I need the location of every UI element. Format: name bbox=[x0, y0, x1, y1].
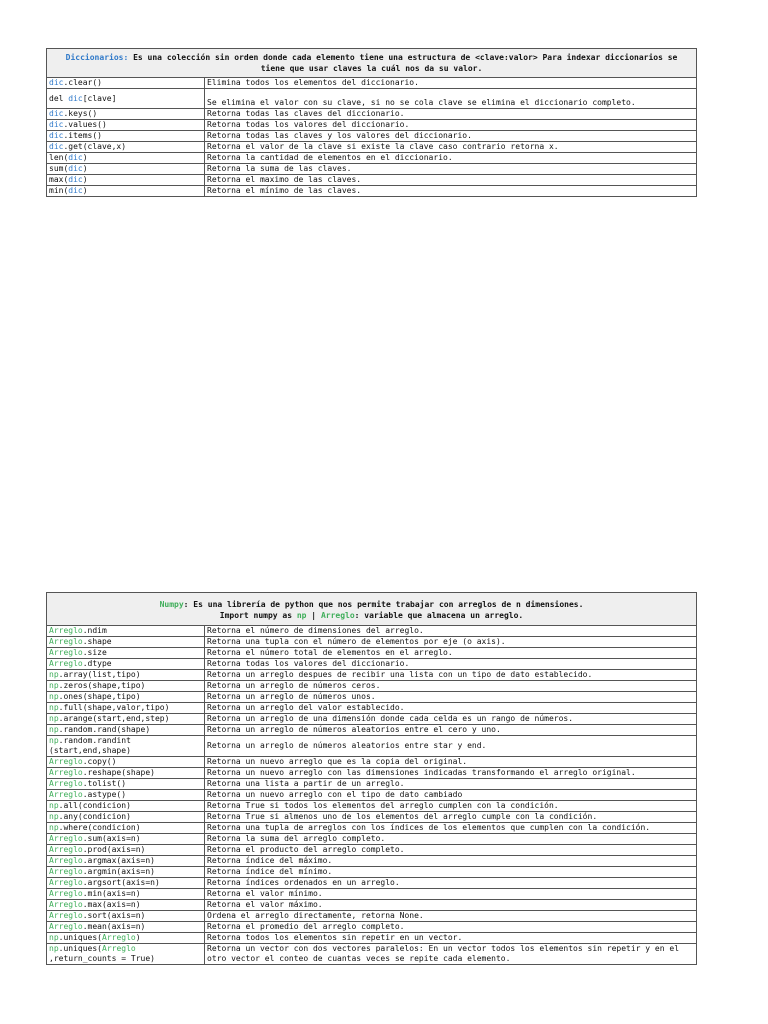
diccionarios-table bbox=[46, 48, 697, 197]
header-text: Es una colección sin orden donde cada elemento tiene una estructura de <clave:valor> Para indexar diccionarios se tiene que usar claves la cuál nos da su valor. bbox=[128, 53, 678, 73]
method-description: Ordena el arreglo directamente, retorna None. bbox=[207, 911, 424, 920]
method-description: Retorna todas los valores del diccionario. bbox=[207, 659, 410, 668]
method-name: .uniques( bbox=[58, 933, 102, 942]
description-cell bbox=[205, 944, 697, 965]
method-name: .zeros(shape,tipo) bbox=[58, 681, 146, 690]
table-row bbox=[47, 911, 697, 922]
method-prefix: len( bbox=[49, 153, 69, 162]
method-name: .array(list,tipo) bbox=[58, 670, 141, 679]
method-name: .sort(axis=n) bbox=[82, 911, 146, 920]
table-row bbox=[47, 944, 697, 965]
description-cell bbox=[205, 922, 697, 933]
method-description: Retorna un arreglo de números aleatorios entre el cero y uno. bbox=[207, 725, 501, 734]
method-description: Retorna un nuevo arreglo con el tipo de dato cambiado bbox=[207, 790, 463, 799]
method-object: Arreglo bbox=[49, 911, 83, 920]
method-description: Retorna el valor de la clave si existe la clave caso contrario retorna x. bbox=[207, 142, 559, 151]
method-suffix: ) bbox=[135, 933, 141, 942]
table-row bbox=[47, 823, 697, 834]
method-argument: Arreglo bbox=[102, 933, 136, 942]
method-name: .arange(start,end,step) bbox=[58, 714, 170, 723]
description-cell bbox=[205, 692, 697, 703]
description-cell bbox=[205, 89, 697, 109]
method-cell bbox=[47, 153, 205, 164]
method-description: Retorna todas las claves del diccionario. bbox=[207, 109, 405, 118]
method-prefix: del bbox=[49, 93, 69, 103]
description-cell bbox=[205, 845, 697, 856]
table-row bbox=[47, 164, 697, 175]
method-description: Elimina todos los elementos del diccionario. bbox=[207, 78, 419, 87]
description-cell bbox=[205, 768, 697, 779]
method-object: dic bbox=[68, 153, 83, 162]
header-keyword: Numpy bbox=[159, 600, 184, 609]
description-cell bbox=[205, 911, 697, 922]
table-row bbox=[47, 768, 697, 779]
method-object: Arreglo bbox=[49, 768, 83, 777]
method-object: np bbox=[49, 703, 59, 712]
method-object: Arreglo bbox=[49, 757, 83, 766]
method-object: dic bbox=[49, 78, 64, 87]
header-text: : Es una librería de python que nos permite trabajar con arreglos de n dimensiones. bbox=[183, 600, 584, 609]
description-cell bbox=[205, 186, 697, 197]
method-description: Retorna True si todos los elementos del arreglo cumplen con la condición. bbox=[207, 801, 559, 810]
method-cell bbox=[47, 692, 205, 703]
method-cell bbox=[47, 823, 205, 834]
description-cell bbox=[205, 648, 697, 659]
header-arreglo: Arreglo bbox=[320, 611, 355, 620]
method-name: .dtype bbox=[82, 659, 112, 668]
method-cell bbox=[47, 648, 205, 659]
table-row bbox=[47, 867, 697, 878]
method-cell bbox=[47, 812, 205, 823]
diccionarios-header bbox=[47, 49, 697, 78]
method-description: Retorna el maximo de las claves. bbox=[207, 175, 362, 184]
method-name: .size bbox=[82, 648, 107, 657]
method-description: Retorna un nuevo arreglo que es la copia del original. bbox=[207, 757, 468, 766]
method-object: np bbox=[49, 692, 59, 701]
method-prefix: min( bbox=[49, 186, 69, 195]
method-cell bbox=[47, 900, 205, 911]
table-row bbox=[47, 89, 697, 109]
description-cell bbox=[205, 681, 697, 692]
method-suffix: ,return_counts = True) bbox=[49, 954, 155, 963]
description-cell bbox=[205, 131, 697, 142]
table-row bbox=[47, 637, 697, 648]
description-cell bbox=[205, 823, 697, 834]
method-description: Retorna la suma del arreglo completo. bbox=[207, 834, 386, 843]
method-description: Retorna un vector con dos vectores paralelos: En un vector todos los elementos sin repetir y en el otro vector el conteo de cuantas veces se repite cada elemento. bbox=[207, 944, 680, 963]
description-cell bbox=[205, 714, 697, 725]
method-cell bbox=[47, 89, 205, 109]
method-cell bbox=[47, 131, 205, 142]
method-cell bbox=[47, 681, 205, 692]
method-argument: Arreglo bbox=[102, 944, 136, 953]
method-name: .random.randint (start,end,shape) bbox=[49, 736, 131, 755]
method-object: np bbox=[49, 801, 59, 810]
header-separator: | bbox=[306, 611, 321, 620]
method-cell bbox=[47, 120, 205, 131]
description-cell bbox=[205, 736, 697, 757]
table-row bbox=[47, 790, 697, 801]
method-cell bbox=[47, 659, 205, 670]
method-description: Retorna una tupla con el número de elementos por eje (o axis). bbox=[207, 637, 506, 646]
method-object: dic bbox=[68, 164, 83, 173]
method-name: .get(clave,x) bbox=[63, 142, 127, 151]
description-cell bbox=[205, 637, 697, 648]
table-row bbox=[47, 659, 697, 670]
description-cell bbox=[205, 78, 697, 89]
table-row bbox=[47, 626, 697, 637]
header-keyword: Diccionarios: bbox=[65, 53, 129, 62]
method-description: Retorna índice del máximo. bbox=[207, 856, 333, 865]
method-cell bbox=[47, 175, 205, 186]
table-row bbox=[47, 736, 697, 757]
method-object: Arreglo bbox=[49, 779, 83, 788]
method-prefix: sum( bbox=[49, 164, 69, 173]
description-cell bbox=[205, 834, 697, 845]
table-row bbox=[47, 142, 697, 153]
table-row bbox=[47, 801, 697, 812]
method-name: .argmin(axis=n) bbox=[82, 867, 155, 876]
method-cell bbox=[47, 933, 205, 944]
table-row bbox=[47, 834, 697, 845]
method-object: dic bbox=[68, 175, 83, 184]
method-description: Retorna índices ordenados en un arreglo. bbox=[207, 878, 400, 887]
method-cell bbox=[47, 736, 205, 757]
method-name: .values() bbox=[63, 120, 107, 129]
table-row bbox=[47, 933, 697, 944]
description-cell bbox=[205, 900, 697, 911]
method-object: Arreglo bbox=[49, 648, 83, 657]
method-name: ) bbox=[82, 175, 88, 184]
method-object: np bbox=[49, 714, 59, 723]
description-cell bbox=[205, 725, 697, 736]
method-name: .where(condicion) bbox=[58, 823, 141, 832]
method-description: Retorna el mínimo de las claves. bbox=[207, 186, 362, 195]
method-cell bbox=[47, 779, 205, 790]
method-name: ) bbox=[82, 164, 88, 173]
method-name: ) bbox=[82, 186, 88, 195]
description-cell bbox=[205, 933, 697, 944]
method-cell bbox=[47, 714, 205, 725]
description-cell bbox=[205, 626, 697, 637]
method-object: Arreglo bbox=[49, 878, 83, 887]
method-name: .any(condicion) bbox=[58, 812, 131, 821]
method-description: Retorna el valor mínimo. bbox=[207, 889, 323, 898]
table-row bbox=[47, 714, 697, 725]
description-cell bbox=[205, 670, 697, 681]
table-row bbox=[47, 845, 697, 856]
method-cell bbox=[47, 911, 205, 922]
method-cell bbox=[47, 703, 205, 714]
method-description: Retorna índice del mínimo. bbox=[207, 867, 333, 876]
table-row bbox=[47, 153, 697, 164]
description-cell bbox=[205, 889, 697, 900]
method-description: Retorna un arreglo despues de recibir una lista con un tipo de dato establecido. bbox=[207, 670, 593, 679]
numpy-table bbox=[46, 592, 697, 965]
table-row bbox=[47, 131, 697, 142]
method-object: dic bbox=[49, 131, 64, 140]
method-name: .tolist() bbox=[82, 779, 127, 788]
table-row bbox=[47, 856, 697, 867]
description-cell bbox=[205, 175, 697, 186]
method-description: Retorna la cantidad de elementos en el diccionario. bbox=[207, 153, 453, 162]
method-object: np bbox=[49, 933, 59, 942]
method-description: Retorna el número total de elementos en el arreglo. bbox=[207, 648, 453, 657]
method-name: .clear() bbox=[63, 78, 102, 87]
method-object: np bbox=[49, 725, 59, 734]
description-cell bbox=[205, 779, 697, 790]
method-object: np bbox=[49, 823, 59, 832]
method-name: .mean(axis=n) bbox=[82, 922, 146, 931]
description-cell bbox=[205, 856, 697, 867]
table-row bbox=[47, 889, 697, 900]
method-object: dic bbox=[68, 186, 83, 195]
method-cell bbox=[47, 790, 205, 801]
method-name: .reshape(shape) bbox=[82, 768, 155, 777]
method-description: Retorna una lista a partir de un arreglo. bbox=[207, 779, 405, 788]
header-np: np bbox=[296, 611, 307, 620]
table-header-row bbox=[47, 593, 697, 626]
method-object: np bbox=[49, 944, 59, 953]
method-name: .ndim bbox=[82, 626, 107, 635]
table-row bbox=[47, 175, 697, 186]
method-object: Arreglo bbox=[49, 637, 83, 646]
description-cell bbox=[205, 142, 697, 153]
method-description: Retorna True si almenos uno de los elementos del arreglo cumple con la condición. bbox=[207, 812, 598, 821]
method-object: Arreglo bbox=[49, 889, 83, 898]
method-cell bbox=[47, 78, 205, 89]
method-object: dic bbox=[49, 109, 64, 118]
method-object: dic bbox=[49, 142, 64, 151]
method-description: Retorna la suma de las claves. bbox=[207, 164, 352, 173]
method-description: Retorna un arreglo de números unos. bbox=[207, 692, 376, 701]
numpy-header bbox=[47, 593, 697, 626]
table-row bbox=[47, 692, 697, 703]
method-name: ) bbox=[82, 153, 88, 162]
method-object: np bbox=[49, 812, 59, 821]
method-cell bbox=[47, 834, 205, 845]
method-cell bbox=[47, 889, 205, 900]
method-cell bbox=[47, 801, 205, 812]
method-name: .shape bbox=[82, 637, 112, 646]
method-description: Retorna el número de dimensiones del arreglo. bbox=[207, 626, 424, 635]
header-import-text: Import numpy as bbox=[219, 611, 297, 620]
method-description: Retorna un arreglo del valor establecido. bbox=[207, 703, 405, 712]
method-object: Arreglo bbox=[49, 922, 83, 931]
method-name: .sum(axis=n) bbox=[82, 834, 141, 843]
method-description: Retorna el producto del arreglo completo. bbox=[207, 845, 405, 854]
method-name: .full(shape,valor,tipo) bbox=[58, 703, 170, 712]
description-cell bbox=[205, 703, 697, 714]
description-cell bbox=[205, 659, 697, 670]
method-object: Arreglo bbox=[49, 845, 83, 854]
method-cell bbox=[47, 725, 205, 736]
method-description: Retorna todas los valores del diccionario. bbox=[207, 120, 410, 129]
method-cell bbox=[47, 142, 205, 153]
method-cell bbox=[47, 670, 205, 681]
table-row bbox=[47, 725, 697, 736]
table-row bbox=[47, 922, 697, 933]
method-description: Retorna una tupla de arreglos con los índices de los elementos que cumplen con la condición. bbox=[207, 823, 651, 832]
method-description: Retorna el promedio del arreglo completo. bbox=[207, 922, 405, 931]
method-cell bbox=[47, 944, 205, 965]
description-cell bbox=[205, 164, 697, 175]
method-cell bbox=[47, 878, 205, 889]
method-cell bbox=[47, 856, 205, 867]
table-row bbox=[47, 703, 697, 714]
method-object: dic bbox=[68, 93, 83, 103]
table-row bbox=[47, 120, 697, 131]
method-description: Se elimina el valor con su clave, si no se cola clave se elimina el diccionario completo. bbox=[207, 98, 636, 107]
method-object: Arreglo bbox=[49, 659, 83, 668]
method-name: .ones(shape,tipo) bbox=[58, 692, 141, 701]
method-object: Arreglo bbox=[49, 900, 83, 909]
method-description: Retorna un arreglo de una dimensión donde cada celda es un rango de números. bbox=[207, 714, 574, 723]
method-cell bbox=[47, 922, 205, 933]
table-row bbox=[47, 681, 697, 692]
table-row bbox=[47, 878, 697, 889]
method-description: Retorna todos los elementos sin repetir en un vector. bbox=[207, 933, 463, 942]
method-object: dic bbox=[49, 120, 64, 129]
method-cell bbox=[47, 109, 205, 120]
description-cell bbox=[205, 757, 697, 768]
method-object: Arreglo bbox=[49, 867, 83, 876]
description-cell bbox=[205, 878, 697, 889]
method-object: np bbox=[49, 681, 59, 690]
method-description: Retorna el valor máximo. bbox=[207, 900, 323, 909]
description-cell bbox=[205, 801, 697, 812]
header-arreglo-desc: : variable que almacena un arreglo. bbox=[354, 611, 524, 620]
method-description: Retorna un arreglo de números ceros. bbox=[207, 681, 381, 690]
method-cell bbox=[47, 867, 205, 878]
method-cell bbox=[47, 164, 205, 175]
method-name: .astype() bbox=[82, 790, 127, 799]
method-object: Arreglo bbox=[49, 626, 83, 635]
description-cell bbox=[205, 867, 697, 878]
method-name: .random.rand(shape) bbox=[58, 725, 151, 734]
description-cell bbox=[205, 812, 697, 823]
description-cell bbox=[205, 120, 697, 131]
table-row bbox=[47, 670, 697, 681]
table-row bbox=[47, 186, 697, 197]
method-description: Retorna todas las claves y los valores del diccionario. bbox=[207, 131, 472, 140]
method-object: np bbox=[49, 670, 59, 679]
description-cell bbox=[205, 109, 697, 120]
method-object: np bbox=[49, 736, 59, 745]
table-row bbox=[47, 812, 697, 823]
table-row bbox=[47, 78, 697, 89]
table-row bbox=[47, 648, 697, 659]
table-row bbox=[47, 779, 697, 790]
description-cell bbox=[205, 153, 697, 164]
table-row bbox=[47, 900, 697, 911]
method-name: .argmax(axis=n) bbox=[82, 856, 155, 865]
description-cell bbox=[205, 790, 697, 801]
method-object: Arreglo bbox=[49, 790, 83, 799]
table-header-row bbox=[47, 49, 697, 78]
method-object: Arreglo bbox=[49, 856, 83, 865]
method-name: .all(condicion) bbox=[58, 801, 131, 810]
method-cell bbox=[47, 186, 205, 197]
method-name: [clave] bbox=[82, 93, 117, 103]
method-description: Retorna un arreglo de números aleatorios entre star y end. bbox=[207, 741, 487, 750]
method-name: .keys() bbox=[63, 109, 98, 118]
method-cell bbox=[47, 757, 205, 768]
method-cell bbox=[47, 768, 205, 779]
method-cell bbox=[47, 845, 205, 856]
method-name: .prod(axis=n) bbox=[82, 845, 146, 854]
table-row bbox=[47, 757, 697, 768]
method-name: .max(axis=n) bbox=[82, 900, 141, 909]
method-name: .min(axis=n) bbox=[82, 889, 141, 898]
table-row bbox=[47, 109, 697, 120]
method-name: .items() bbox=[63, 131, 102, 140]
method-cell bbox=[47, 637, 205, 648]
method-name: .copy() bbox=[82, 757, 117, 766]
method-name: .uniques( bbox=[58, 944, 102, 953]
method-prefix: max( bbox=[49, 175, 69, 184]
method-description: Retorna un nuevo arreglo con las dimensiones indicadas transformando el arreglo original. bbox=[207, 768, 636, 777]
method-object: Arreglo bbox=[49, 834, 83, 843]
method-name: .argsort(axis=n) bbox=[82, 878, 160, 887]
method-cell bbox=[47, 626, 205, 637]
